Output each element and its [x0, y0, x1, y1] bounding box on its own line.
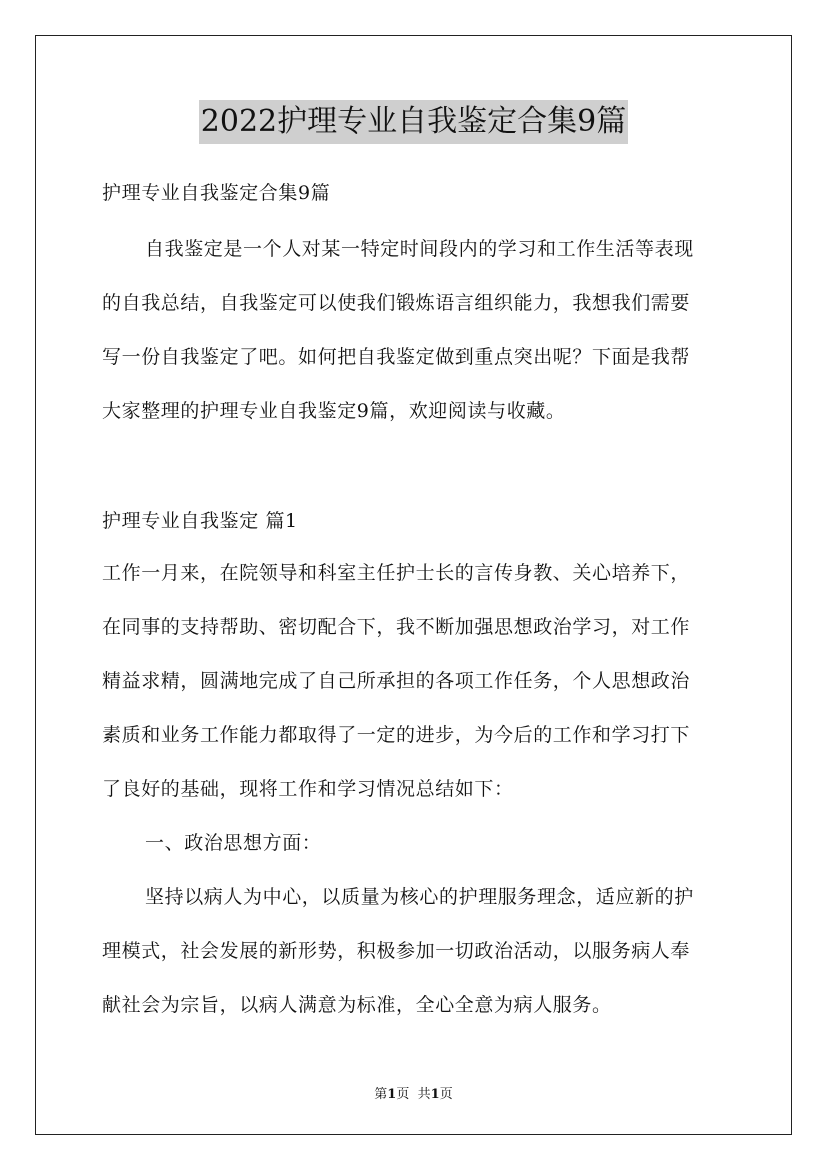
paragraph-line: 工作一月来，在院领导和科室主任护士长的言传身教、关心培养下，	[102, 562, 691, 584]
section-heading: 护理专业自我鉴定 篇1	[102, 510, 298, 532]
subtitle-line: 护理专业自我鉴定合集9篇	[102, 182, 331, 204]
paragraph-line: 在同事的支持帮助、密切配合下，我不断加强思想政治学习，对工作	[102, 616, 691, 638]
title-container	[0, 100, 827, 144]
paragraph-line: 的自我总结，自我鉴定可以使我们锻炼语言组织能力，我想我们需要	[102, 292, 691, 314]
paragraph-line: 精益求精，圆满地完成了自己所承担的各项工作任务，个人思想政治	[102, 670, 691, 692]
paragraph-line: 了良好的基础，现将工作和学习情况总结如下：	[102, 778, 514, 800]
page-footer	[0, 1083, 827, 1102]
subsection-heading: 一、政治思想方面：	[145, 832, 322, 854]
paragraph-line: 理模式，社会发展的新形势，积极参加一切政治活动，以服务病人奉	[102, 940, 691, 962]
paragraph-line: 献社会为宗旨，以病人满意为标准，全心全意为病人服务。	[102, 994, 612, 1016]
footer-total-number: 1	[430, 1087, 440, 1102]
document-title: 2022护理专业自我鉴定合集9篇	[199, 100, 628, 144]
paragraph-line: 坚持以病人为中心，以质量为核心的护理服务理念，适应新的护	[145, 886, 694, 908]
paragraph-line: 素质和业务工作能力都取得了一定的进步，为今后的工作和学习打下	[102, 724, 691, 746]
paragraph-line: 写一份自我鉴定了吧。如何把自我鉴定做到重点突出呢？下面是我帮	[102, 346, 691, 368]
footer-page-number: 1	[387, 1087, 397, 1102]
footer-total-prefix: 共	[417, 1087, 431, 1102]
footer-page-prefix: 第	[374, 1087, 388, 1102]
paragraph-line: 自我鉴定是一个人对某一特定时间段内的学习和工作生活等表现	[145, 238, 694, 260]
footer-total-suffix: 页	[439, 1087, 453, 1102]
paragraph-line: 大家整理的护理专业自我鉴定9篇，欢迎阅读与收藏。	[102, 400, 566, 422]
footer-page-suffix: 页	[396, 1087, 410, 1102]
